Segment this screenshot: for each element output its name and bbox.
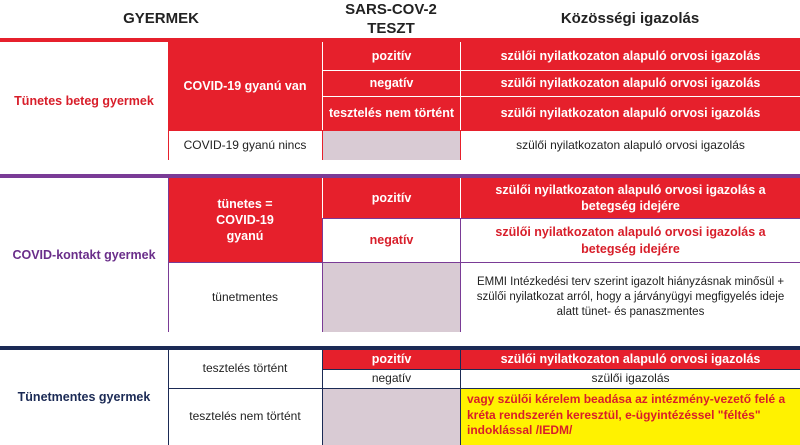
section1-row-b-cert: szülői nyilatkozaton alapuló orvosi igazolás <box>516 137 745 152</box>
section3-group-label: Tünetmentes gyermek <box>17 390 151 405</box>
section2-row-b-test-empty <box>323 263 460 332</box>
section1-cert-none: szülői nyilatkozaton alapuló orvosi igazolás <box>461 97 800 130</box>
section2-row-b-label: tünetmentes <box>211 289 279 304</box>
section1-cert-positive: szülői nyilatkozaton alapuló orvosi igazolás <box>461 42 800 70</box>
section3-test-negative: negatív <box>371 371 412 386</box>
section3-divider-a <box>168 350 169 445</box>
section1-row-a-label: COVID-19 gyanú van <box>168 42 322 130</box>
section3-cert-negative: szülői igazolás <box>591 371 670 386</box>
section3-divider-e <box>168 388 800 389</box>
section2-cert-positive: szülői nyilatkozaton alapuló orvosi igazolás a betegség idejére <box>461 178 800 218</box>
header-gyermek: GYERMEK <box>123 10 199 28</box>
section2-test-negative: negatív <box>369 233 414 248</box>
section2-divider-d <box>322 218 800 219</box>
section2-test-positive: pozitív <box>323 178 460 218</box>
section3-cert-positive: szülői nyilatkozaton alapuló orvosi igazolás <box>461 350 800 369</box>
section2-divider-e <box>168 262 800 263</box>
section1-test-none: tesztelés nem történt <box>323 97 460 130</box>
section3-test-positive: pozitív <box>323 350 460 369</box>
section3-divider-b <box>322 350 323 445</box>
header-teszt: SARS-COV-2 TESZT <box>345 0 437 37</box>
section1-row-b-test-empty <box>323 131 460 160</box>
section1-test-negative: negatív <box>323 71 460 96</box>
section2-cert-negative: szülői nyilatkozaton alapuló orvosi igazolás a betegség idejére <box>495 225 766 256</box>
section1-row-b-label: COVID-19 gyanú nincs <box>183 137 307 152</box>
section1-divider-c <box>460 131 461 160</box>
section2-group-label: COVID-kontakt gyermek <box>12 247 156 262</box>
header-igazolas: Közösségi igazolás <box>560 10 700 28</box>
section2-row-b-cert: EMMI Intézkedési terv szerint igazolt hiányzásnak minősül + szülői nyilatkozat arról, hogy a járványügyi megfigyelés ideje alatt tünet- és panaszmentes <box>476 276 785 318</box>
section2-divider-c <box>460 219 461 332</box>
section2-divider-a <box>168 178 169 332</box>
section2-divider-b <box>322 219 323 332</box>
section3-row-b-label: tesztelés nem történt <box>189 409 301 424</box>
section1-group-label: Tünetes beteg gyermek <box>14 93 154 108</box>
section3-divider-c <box>460 350 461 445</box>
section3-divider-d <box>322 369 800 370</box>
section1-divider-a <box>168 42 169 160</box>
section2-row-a-label: tünetes = COVID-19 gyanú <box>168 178 322 262</box>
section3-row-b-cert: vagy szülői kérelem beadása az intézmény-vezető felé a kréta rendszerén keresztül, e-ügyintézéssel "féltés" indoklással /IEDM/ <box>461 389 800 445</box>
section1-cert-negative: szülői nyilatkozaton alapuló orvosi igazolás <box>461 71 800 96</box>
section3-row-b-test-empty <box>323 389 460 445</box>
section1-test-positive: pozitív <box>323 42 460 70</box>
section1-divider-b <box>322 131 323 160</box>
section1-divider-d <box>168 130 800 131</box>
section3-row-a-label: tesztelés történt <box>202 361 288 376</box>
